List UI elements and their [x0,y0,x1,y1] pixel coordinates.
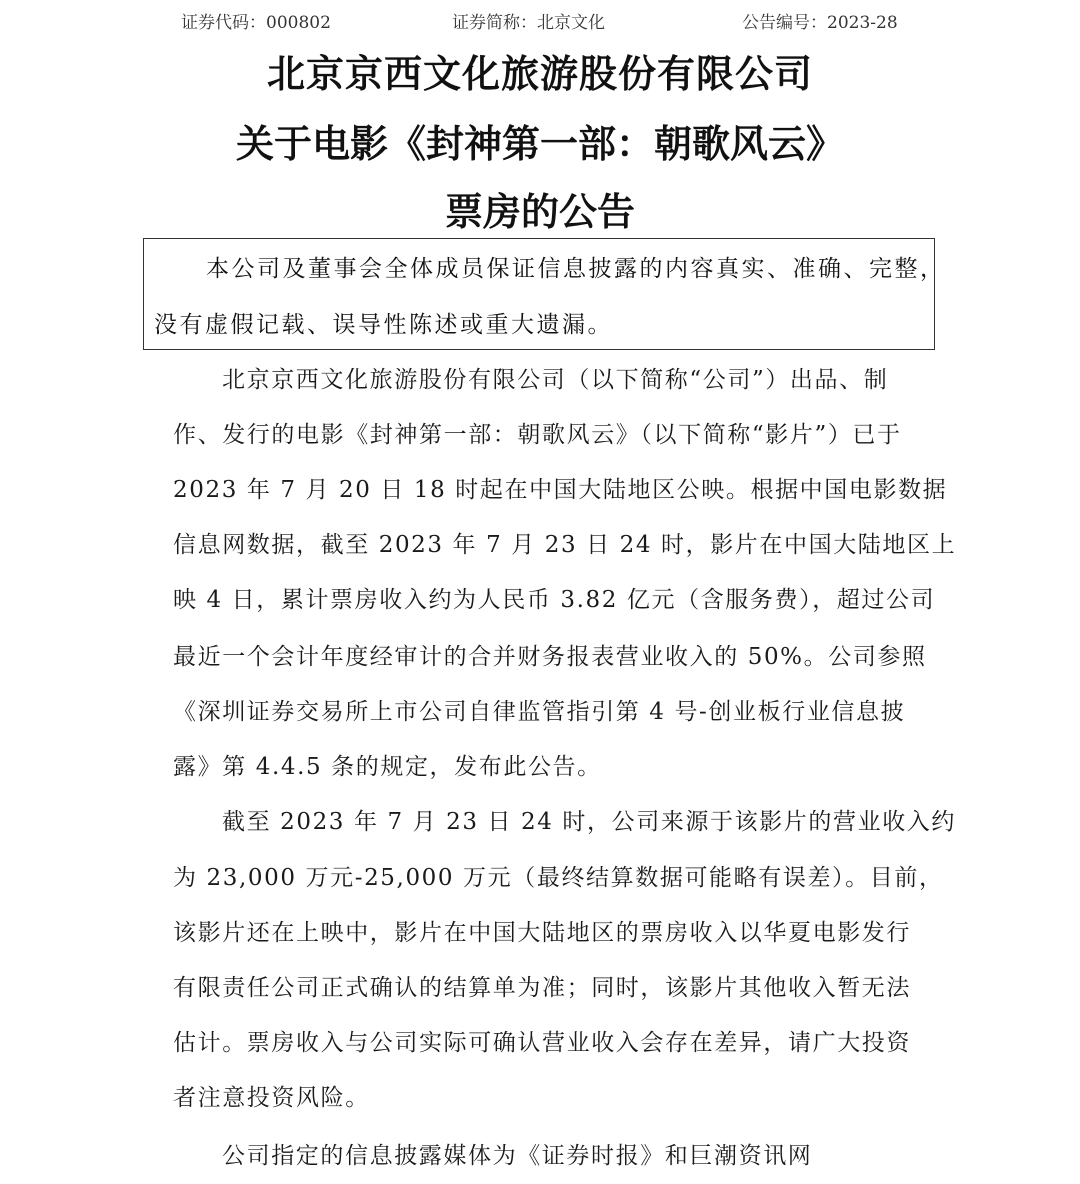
paragraph-line: 露》第 4.4.5 条的规定，发布此公告。 [173,754,602,780]
paragraph-line: 有限责任公司正式确认的结算单为准；同时，该影片其他收入暂无法 [173,975,911,1001]
stock-code: 证券代码：000802 [181,13,331,33]
paragraph-3-partial-line: 公司指定的信息披露媒体为《证券时报》和巨潮资讯网 [222,1143,813,1169]
paragraph-line: 该影片还在上映中，影片在中国大陆地区的票房收入以华夏电影发行 [173,920,911,946]
paragraph-line: 《深圳证券交易所上市公司自律监管指引第 4 号-创业板行业信息披 [173,699,906,725]
announcement-type: 票房的公告 [444,190,635,234]
paragraph-line: 截至 2023 年 7 月 23 日 24 时，公司来源于该影片的营业收入约 [222,809,956,835]
disclosure-line-2: 没有虚假记载、误导性陈述或重大遗漏。 [154,312,613,338]
disclosure-line-1: 本公司及董事会全体成员保证信息披露的内容真实、准确、完整， [206,256,946,282]
company-title: 北京京西文化旅游股份有限公司 [266,52,813,96]
paragraph-line: 信息网数据，截至 2023 年 7 月 23 日 24 时，影片在中国大陆地区上 [173,532,957,558]
paragraph-line: 最近一个会计年度经审计的合并财务报表营业收入的 50%。公司参照 [173,644,927,670]
disclosure-statement-box [143,238,946,350]
announcement-number: 公告编号：2023-28 [742,13,898,33]
paragraph-line: 2023 年 7 月 20 日 18 时起在中国大陆地区公映。根据中国电影数据 [173,477,948,503]
paragraph-line: 作、发行的电影《封神第一部：朝歌风云》（以下简称“影片”）已于 [173,422,902,448]
announcement-subject: 关于电影《封神第一部：朝歌风云》 [235,122,844,166]
paragraph-line: 为 23,000 万元-25,000 万元（最终结算数据可能略有误差）。目前， [173,865,944,891]
document-header [0,6,1080,33]
paragraph-line: 者注意投资风险。 [173,1085,370,1111]
stock-short-name: 证券简称：北京文化 [452,13,605,33]
paragraph-line: 映 4 日，累计票房收入约为人民币 3.82 亿元（含服务费），超过公司 [173,587,936,613]
paragraph-line: 北京京西文化旅游股份有限公司（以下简称“公司”）出品、制 [222,367,889,393]
paragraph-line: 估计。票房收入与公司实际可确认营业收入会存在差异，请广大投资 [173,1030,911,1056]
